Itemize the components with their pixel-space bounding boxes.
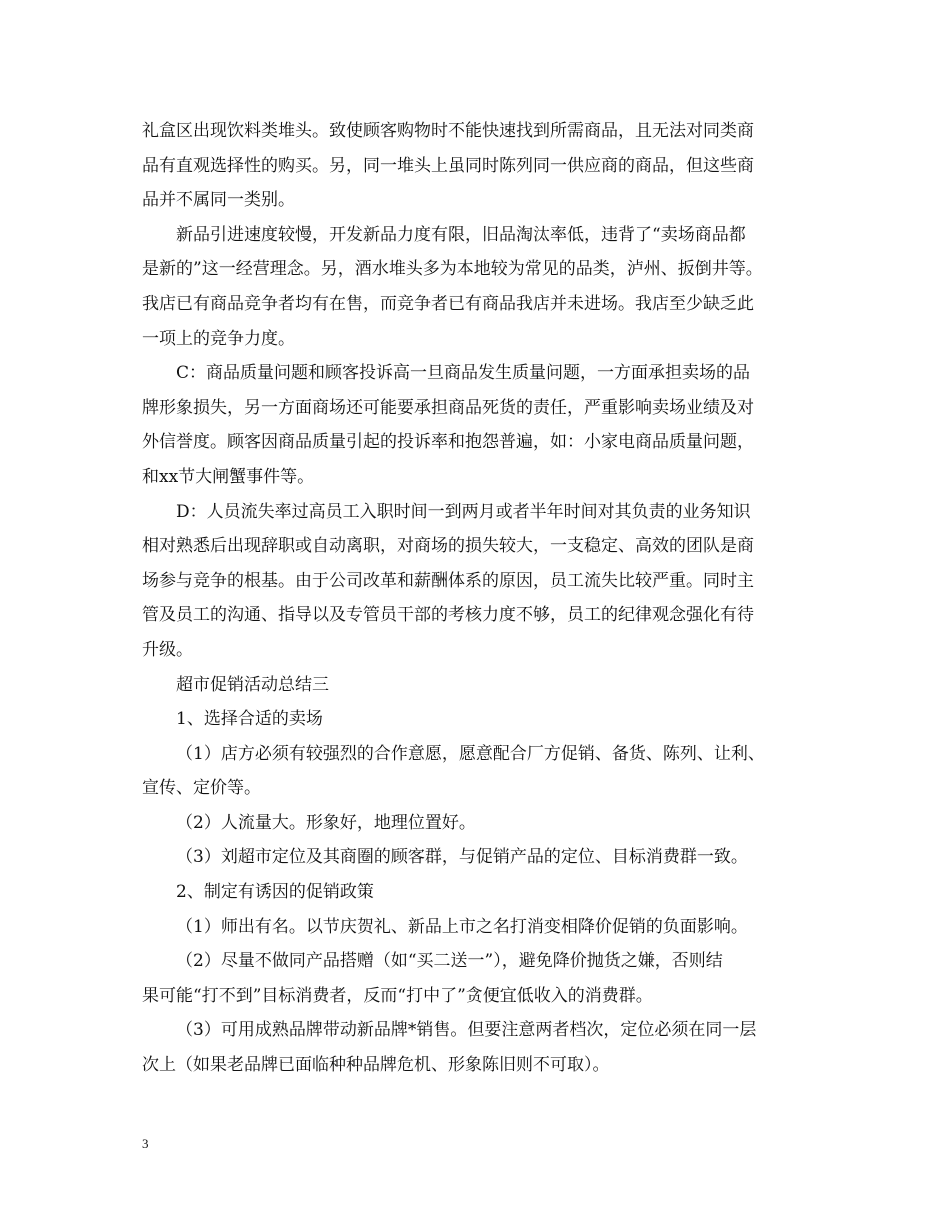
subsection-heading: 2、制定有诱因的促销政策 (176, 882, 374, 903)
text-line: D：人员流失率过高员工入职时间一到两月或者半年时间对其负责的业务知识 (176, 501, 751, 522)
text-line: 品有直观选择性的购买。另，同一堆头上虽同时陈列同一供应商的商品，但这些商 (142, 155, 754, 176)
section-heading: 超市促销活动总结三 (176, 674, 329, 695)
text-line: 一项上的竞争力度。 (142, 328, 295, 349)
text-line: （3）刘超市定位及其商圈的顾客群，与促销产品的定位、目标消费群一致。 (176, 847, 748, 868)
text-line: 外信誉度。顾客因商品质量引起的投诉率和抱怨普遍，如：小家电商品质量问题， (142, 432, 754, 453)
text-line: 礼盒区出现饮料类堆头。致使顾客购物时不能快速找到所需商品，且无法对同类商 (142, 121, 754, 141)
text-line: （1）师出有名。以节庆贺礼、新品上市之名打消变相降价促销的负面影响。 (176, 916, 748, 937)
text-line: 果可能“打不到”目标消费者，反而“打中了”贪便宜低收入的消费群。 (142, 985, 653, 1006)
text-line: 相对熟悉后出现辞职或自动离职，对商场的损失较大，一支稳定、高效的团队是商 (142, 536, 754, 557)
text-line: 牌形象损失，另一方面商场还可能要承担商品死货的责任，严重影响卖场业绩及对 (142, 397, 754, 418)
text-line: （3）可用成熟品牌带动新品牌*销售。但要注意两者档次，定位必须在同一层 (176, 1020, 757, 1041)
subsection-heading: 1、选择合适的卖场 (176, 709, 323, 730)
text-line: 场参与竞争的根基。由于公司改革和薪酬体系的原因，员工流失比较严重。同时主 (142, 570, 754, 591)
text-line: 和xx节大闸蟹事件等。 (142, 466, 315, 487)
page-number: 3 (142, 1136, 149, 1151)
text-line: 是新的”这一经营理念。另，酒水堆头多为本地较为常见的品类，泸州、扳倒井等。 (142, 259, 763, 280)
text-line: （1）店方必须有较强烈的合作意愿，愿意配合厂方促销、备货、陈列、让利、 (176, 743, 765, 764)
text-line: 升级。 (142, 639, 193, 660)
document-body (142, 114, 832, 1083)
text-line: 宣传、定价等。 (142, 778, 261, 799)
text-line: （2）人流量大。形象好，地理位置好。 (176, 812, 476, 833)
text-line: C：商品质量问题和顾客投诉高一旦商品发生质量问题，一方面承担卖场的品 (176, 363, 751, 384)
text-line: 管及员工的沟通、指导以及专管员干部的考核力度不够，员工的纪律观念强化有待 (142, 605, 754, 626)
text-line: 品并不属同一类别。 (142, 190, 295, 211)
text-line: 我店已有商品竞争者均有在售，而竞争者已有商品我店并未进场。我店至少缺乏此 (142, 293, 754, 314)
text-line: 新品引进速度较慢，开发新品力度有限，旧品淘汰率低，违背了“卖场商品都 (176, 224, 746, 245)
text-line: 次上（如果老品牌已面临种种品牌危机、形象陈旧则不可取）。 (142, 1055, 610, 1076)
text-line: （2）尽量不做同产品搭赠（如“买二送一”），避免降价抛货之嫌，否则结 (176, 951, 723, 972)
